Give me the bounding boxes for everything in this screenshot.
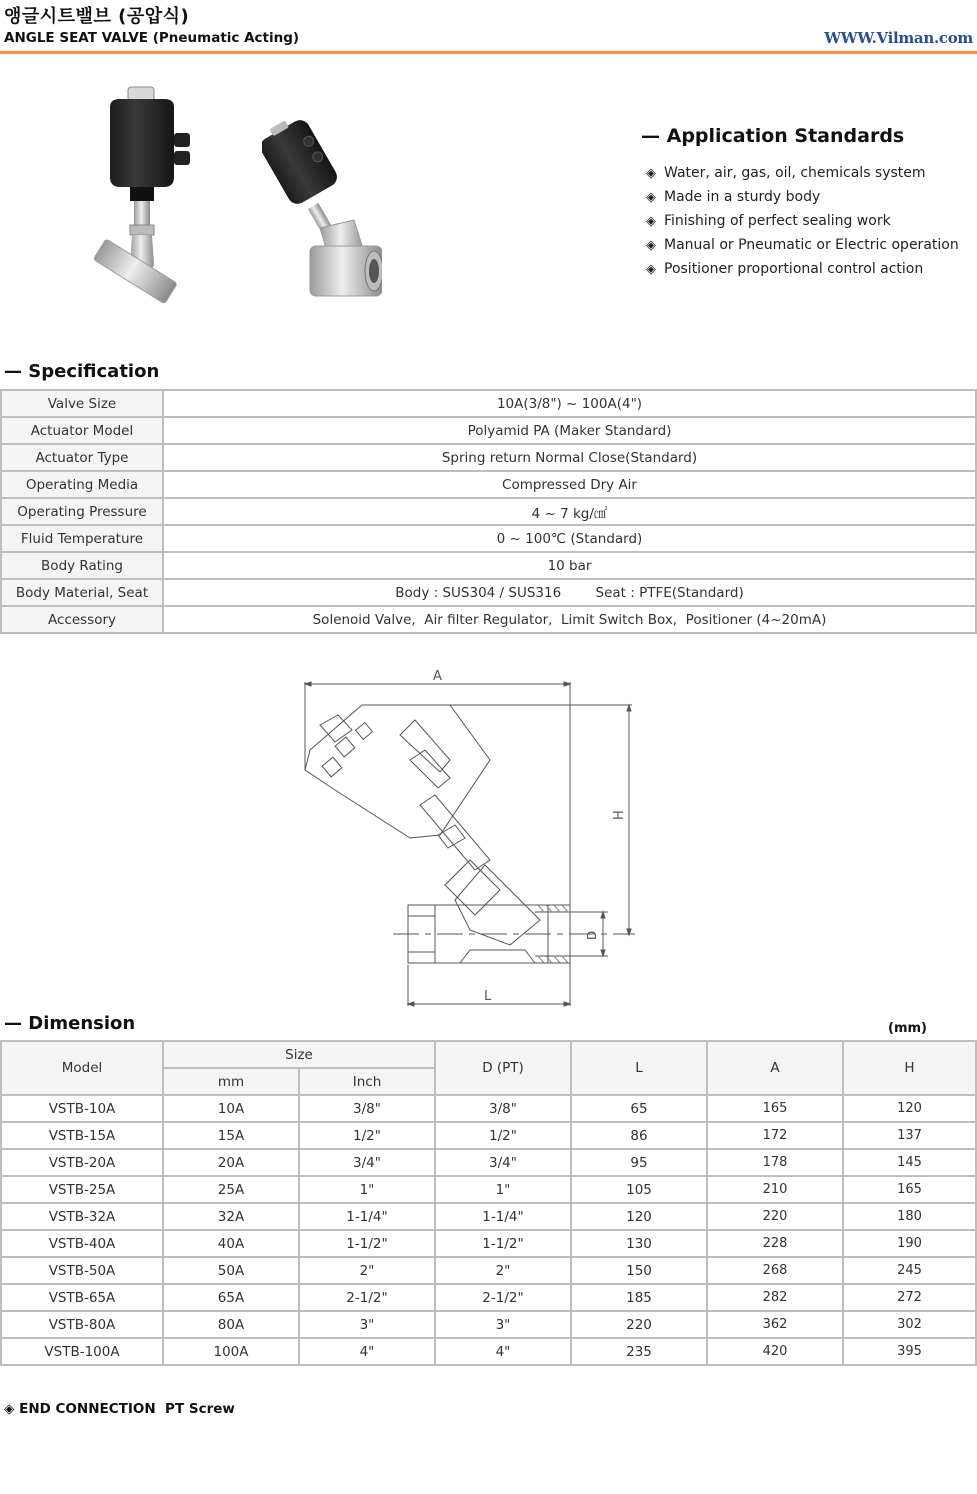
cell-size-inch: 2": [299, 1257, 435, 1284]
cell-l: 86: [571, 1122, 707, 1149]
table-row: [1, 1176, 976, 1203]
spec-row: [1, 417, 976, 444]
spec-value: Compressed Dry Air: [163, 471, 976, 498]
table-row: [1, 1284, 976, 1311]
spec-row: [1, 390, 976, 417]
cell-d-pt: 1": [435, 1176, 571, 1203]
table-row: [1, 1203, 976, 1230]
cell-a: 178: [707, 1149, 843, 1176]
spec-row: [1, 606, 976, 633]
spec-value: Body : SUS304 / SUS316 Seat : PTFE(Standard): [163, 579, 976, 606]
cell-size-inch: 1/2": [299, 1122, 435, 1149]
cell-size-mm: 65A: [163, 1284, 299, 1311]
cell-size-inch: 1": [299, 1176, 435, 1203]
cell-a: 282: [707, 1284, 843, 1311]
application-item: ◈ Water, air, gas, oil, chemicals system: [646, 161, 959, 185]
cell-h: 120: [843, 1095, 976, 1122]
spec-label: Accessory: [1, 606, 163, 633]
spec-label: Fluid Temperature: [1, 525, 163, 552]
cell-size-mm: 25A: [163, 1176, 299, 1203]
spec-label: Body Rating: [1, 552, 163, 579]
diamond-bullet-icon: ◈: [646, 190, 656, 205]
dimension-label-d: D: [585, 930, 599, 940]
dimension-title: — Dimension: [4, 1013, 136, 1034]
cell-h: 180: [843, 1203, 976, 1230]
table-row: [1, 1122, 976, 1149]
cell-l: 65: [571, 1095, 707, 1122]
cell-a: 420: [707, 1338, 843, 1365]
header-l: L: [571, 1041, 707, 1095]
application-item: ◈ Positioner proportional control action: [646, 257, 959, 281]
cell-a: 228: [707, 1230, 843, 1257]
spec-label: Valve Size: [1, 390, 163, 417]
diamond-bullet-icon: ◈: [646, 238, 656, 253]
spec-label: Body Material, Seat: [1, 579, 163, 606]
spec-row: [1, 552, 976, 579]
page-title-english: ANGLE SEAT VALVE (Pneumatic Acting): [4, 30, 300, 46]
spec-value: 10A(3/8") ~ 100A(4"): [163, 390, 976, 417]
cell-l: 95: [571, 1149, 707, 1176]
cell-size-mm: 50A: [163, 1257, 299, 1284]
application-item: ◈ Manual or Pneumatic or Electric operation: [646, 233, 959, 257]
cell-d-pt: 3/8": [435, 1095, 571, 1122]
cell-d-pt: 2": [435, 1257, 571, 1284]
valve-dimension-drawing: [290, 660, 650, 1010]
cell-a: 172: [707, 1122, 843, 1149]
specification-table: [0, 389, 977, 634]
diamond-bullet-icon: ◈: [646, 166, 656, 181]
product-photo-angled-valve: [262, 118, 382, 318]
header-d-pt: D (PT): [435, 1041, 571, 1095]
cell-h: 302: [843, 1311, 976, 1338]
spec-value: 4 ~ 7 kg/㎠: [163, 498, 976, 525]
header-size: Size: [163, 1041, 435, 1068]
cell-d-pt: 1-1/2": [435, 1230, 571, 1257]
cell-d-pt: 3/4": [435, 1149, 571, 1176]
dimension-table: [0, 1040, 977, 1366]
cell-model: VSTB-40A: [1, 1230, 163, 1257]
cell-d-pt: 1-1/4": [435, 1203, 571, 1230]
cell-model: VSTB-32A: [1, 1203, 163, 1230]
table-row: [1, 1149, 976, 1176]
cell-size-inch: 3/8": [299, 1095, 435, 1122]
cell-model: VSTB-15A: [1, 1122, 163, 1149]
dimension-label-a: A: [433, 669, 442, 684]
spec-row: [1, 579, 976, 606]
cell-d-pt: 4": [435, 1338, 571, 1365]
cell-l: 120: [571, 1203, 707, 1230]
end-connection-value: PT Screw: [165, 1401, 235, 1417]
dimension-unit: (mm): [888, 1021, 927, 1036]
cell-l: 235: [571, 1338, 707, 1365]
cell-l: 220: [571, 1311, 707, 1338]
spec-value: 10 bar: [163, 552, 976, 579]
cell-model: VSTB-10A: [1, 1095, 163, 1122]
table-row: [1, 1338, 976, 1365]
cell-size-mm: 80A: [163, 1311, 299, 1338]
cell-size-inch: 1-1/4": [299, 1203, 435, 1230]
cell-d-pt: 1/2": [435, 1122, 571, 1149]
cell-size-mm: 32A: [163, 1203, 299, 1230]
cell-a: 268: [707, 1257, 843, 1284]
dimension-table-body: [1, 1095, 976, 1365]
spec-label: Operating Media: [1, 471, 163, 498]
cell-h: 145: [843, 1149, 976, 1176]
spec-value: Solenoid Valve, Air filter Regulator, Limit Switch Box, Positioner (4~20mA): [163, 606, 976, 633]
diamond-bullet-icon: ◈: [646, 214, 656, 229]
cell-size-mm: 100A: [163, 1338, 299, 1365]
cell-l: 150: [571, 1257, 707, 1284]
cell-size-mm: 40A: [163, 1230, 299, 1257]
end-connection-note: [4, 1401, 235, 1417]
spec-row: [1, 471, 976, 498]
diamond-bullet-icon: ◈: [4, 1401, 15, 1417]
cell-size-mm: 10A: [163, 1095, 299, 1122]
table-row: [1, 1257, 976, 1284]
spec-value: Spring return Normal Close(Standard): [163, 444, 976, 471]
cell-model: VSTB-50A: [1, 1257, 163, 1284]
dimension-label-h: H: [612, 810, 627, 820]
cell-model: VSTB-65A: [1, 1284, 163, 1311]
cell-size-inch: 4": [299, 1338, 435, 1365]
header-a: A: [707, 1041, 843, 1095]
table-row: [1, 1311, 976, 1338]
spec-row: [1, 498, 976, 525]
header-h: H: [843, 1041, 976, 1095]
application-item: ◈ Made in a sturdy body: [646, 185, 959, 209]
cell-size-mm: 20A: [163, 1149, 299, 1176]
header-mm: mm: [163, 1068, 299, 1095]
dimension-label-l: L: [484, 989, 492, 1004]
spec-value: Polyamid PA (Maker Standard): [163, 417, 976, 444]
cell-d-pt: 2-1/2": [435, 1284, 571, 1311]
cell-d-pt: 3": [435, 1311, 571, 1338]
spec-value: 0 ~ 100℃ (Standard): [163, 525, 976, 552]
cell-h: 190: [843, 1230, 976, 1257]
cell-a: 362: [707, 1311, 843, 1338]
brand-website[interactable]: WWW.Vilman.com: [824, 29, 973, 47]
header-model: Model: [1, 1041, 163, 1095]
cell-h: 137: [843, 1122, 976, 1149]
application-standards-list: [646, 161, 959, 281]
cell-l: 185: [571, 1284, 707, 1311]
table-row: [1, 1230, 976, 1257]
cell-h: 165: [843, 1176, 976, 1203]
cell-h: 245: [843, 1257, 976, 1284]
spec-row: [1, 525, 976, 552]
page-title-korean: 앵글시트밸브 (공압식): [4, 6, 190, 27]
diamond-bullet-icon: ◈: [646, 262, 656, 277]
cell-h: 272: [843, 1284, 976, 1311]
spec-label: Actuator Type: [1, 444, 163, 471]
product-photo-upright-valve: [90, 85, 200, 305]
cell-size-mm: 15A: [163, 1122, 299, 1149]
cell-size-inch: 3/4": [299, 1149, 435, 1176]
cell-model: VSTB-20A: [1, 1149, 163, 1176]
cell-size-inch: 2-1/2": [299, 1284, 435, 1311]
application-item: ◈ Finishing of perfect sealing work: [646, 209, 959, 233]
application-standards-title: — Application Standards: [641, 125, 905, 147]
cell-l: 105: [571, 1176, 707, 1203]
end-connection-label: END CONNECTION: [19, 1401, 156, 1417]
spec-label: Actuator Model: [1, 417, 163, 444]
cell-model: VSTB-25A: [1, 1176, 163, 1203]
cell-h: 395: [843, 1338, 976, 1365]
spec-row: [1, 444, 976, 471]
specification-title: — Specification: [4, 361, 160, 382]
table-row: [1, 1095, 976, 1122]
header-inch: Inch: [299, 1068, 435, 1095]
spec-label: Operating Pressure: [1, 498, 163, 525]
cell-model: VSTB-80A: [1, 1311, 163, 1338]
cell-size-inch: 1-1/2": [299, 1230, 435, 1257]
cell-a: 220: [707, 1203, 843, 1230]
header-divider: [0, 51, 977, 54]
cell-a: 165: [707, 1095, 843, 1122]
cell-model: VSTB-100A: [1, 1338, 163, 1365]
cell-a: 210: [707, 1176, 843, 1203]
cell-l: 130: [571, 1230, 707, 1257]
cell-size-inch: 3": [299, 1311, 435, 1338]
